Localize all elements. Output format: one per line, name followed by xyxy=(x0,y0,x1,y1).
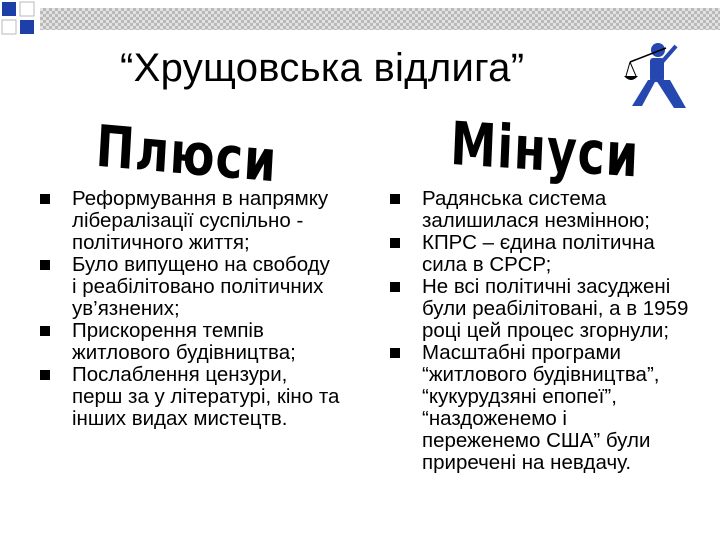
list-item xyxy=(40,364,340,430)
list-item-text: Не всі політичні засуджені були реабілітовані, а в 1959 році цей процес згорнули; xyxy=(422,275,689,342)
libra-scales-icon xyxy=(622,36,692,114)
list-item xyxy=(40,254,340,320)
list-item-text: Прискорення темпів житлового будівництва; xyxy=(72,319,296,364)
square-bullet-icon xyxy=(390,238,400,248)
list-item xyxy=(40,188,340,254)
cons-list xyxy=(390,188,690,474)
list-item-text: Радянська система залишилася незмінною; xyxy=(422,187,650,232)
top-decor-band xyxy=(40,8,720,30)
list-item-text: Реформування в напрямку лібералізації суспільно - політичного життя; xyxy=(72,187,329,254)
square-bullet-icon xyxy=(40,326,50,336)
list-item-text: Послаблення цензури, перш за у літературі, кіно та інших видах мистецтв. xyxy=(72,363,340,430)
square-bullet-icon xyxy=(390,194,400,204)
list-item xyxy=(390,342,690,474)
list-item-text: Масштабні програми “житлового будівництва”, “кукурудзяні епопеї”, “наздоженемо і переженемо США” були приречені на невдачу. xyxy=(422,341,660,474)
square-bullet-icon xyxy=(390,282,400,292)
cons-heading: Мінуси xyxy=(449,108,641,191)
list-item xyxy=(390,232,690,276)
pros-heading: Плюси xyxy=(94,112,279,196)
list-item xyxy=(390,276,690,342)
square-bullet-icon xyxy=(40,194,50,204)
square-bullet-icon xyxy=(40,260,50,270)
square-bullet-icon xyxy=(40,370,50,380)
list-item xyxy=(390,188,690,232)
pros-list xyxy=(40,188,340,430)
list-item xyxy=(40,320,340,364)
list-item-text: КПРС – єдина політична сила в СРСР; xyxy=(422,231,655,276)
list-item-text: Було випущено на свободу і реабілітовано політичних ув’язнених; xyxy=(72,253,330,320)
slide-title: “Хрущовська відлига” xyxy=(120,46,525,90)
square-bullet-icon xyxy=(390,348,400,358)
